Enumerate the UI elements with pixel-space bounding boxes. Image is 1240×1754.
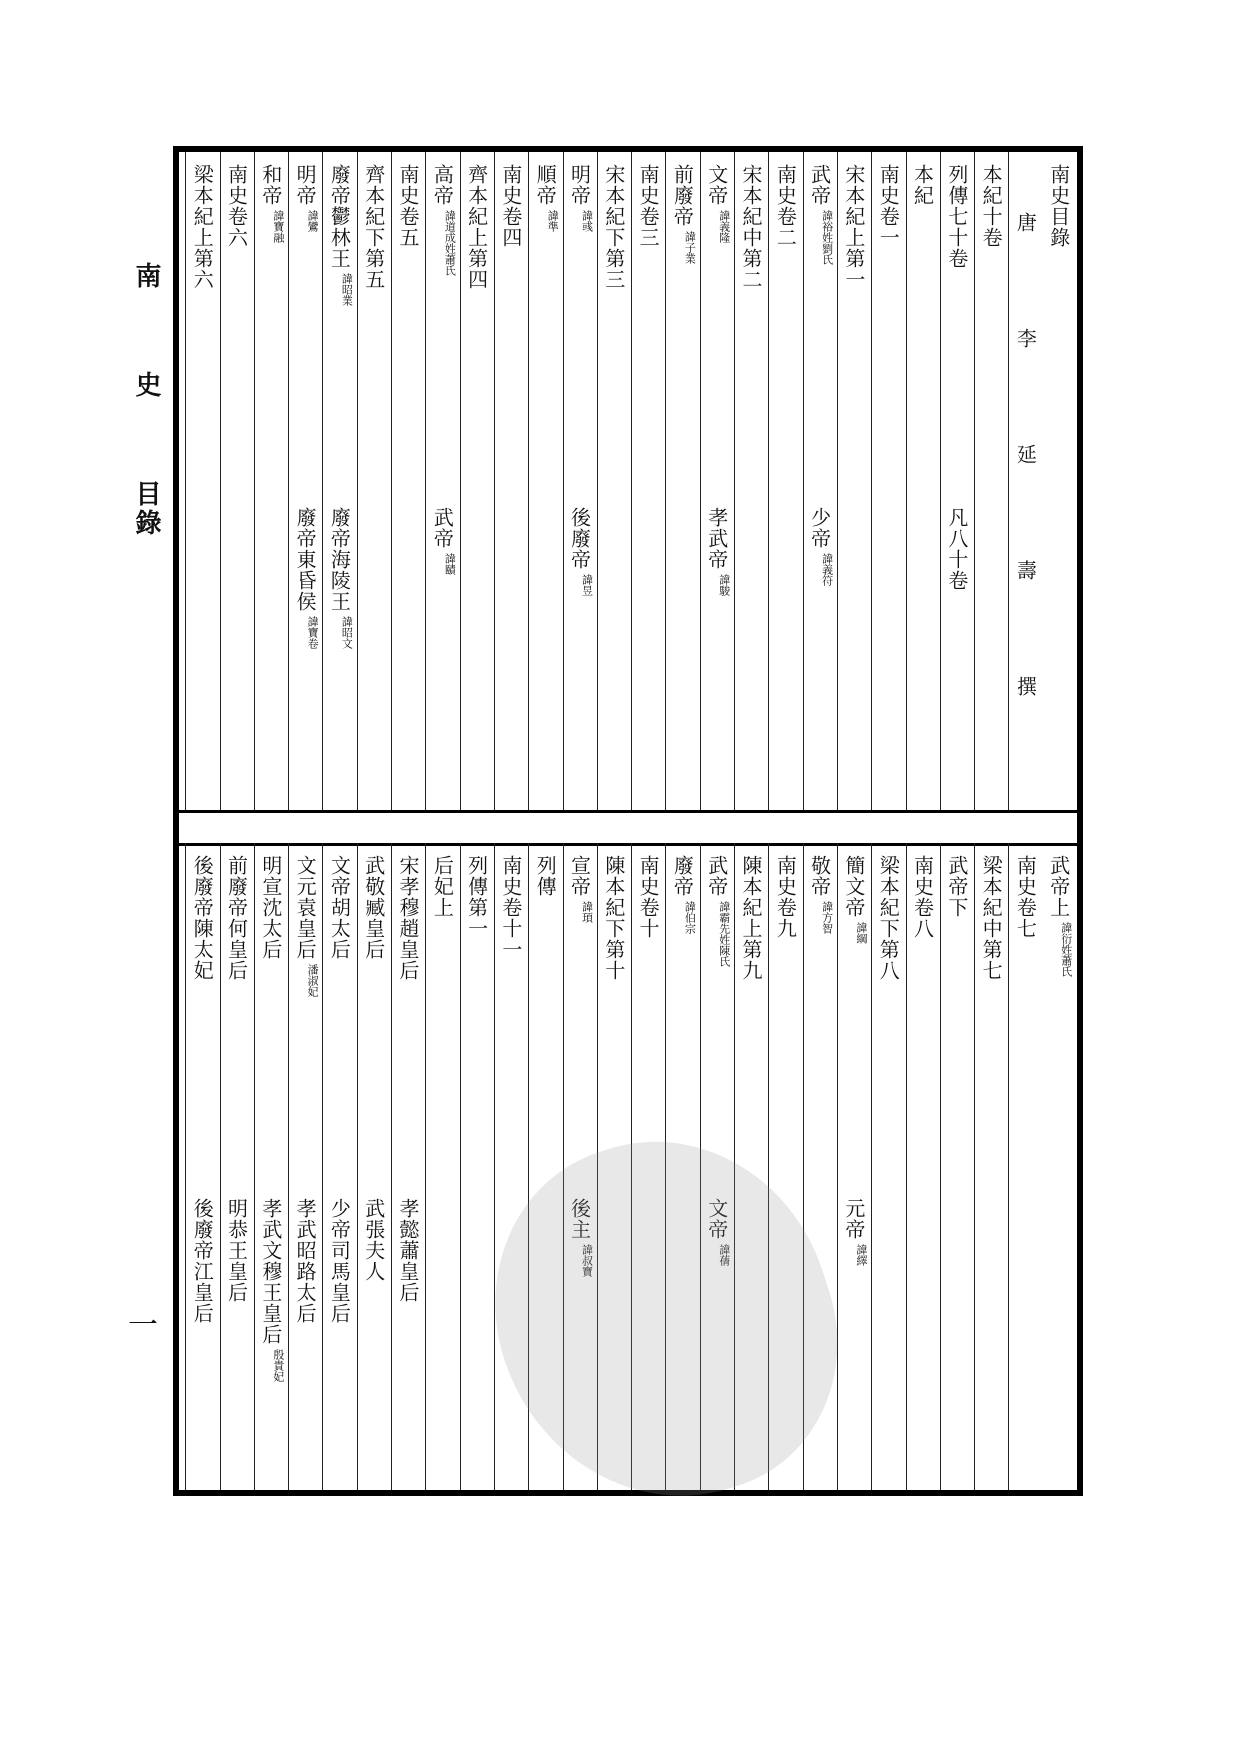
entry-text xyxy=(944,164,970,269)
entry-text xyxy=(841,164,867,290)
toc-column xyxy=(734,152,768,810)
entry-text xyxy=(326,164,352,306)
entry-text xyxy=(567,164,593,232)
entry-title-lower: 明恭王皇后 xyxy=(224,1198,249,1303)
entry-text-lower xyxy=(944,507,970,591)
entry-note-lower: 諱駿 xyxy=(717,574,731,596)
entry-title: 齊本紀上第四 xyxy=(464,164,489,290)
entry-title: 南史卷十一 xyxy=(498,855,523,960)
page-number: 一 xyxy=(128,1308,158,1343)
entry-note: 諱寶融 xyxy=(271,210,285,243)
toc-column xyxy=(837,843,871,1490)
toc-column xyxy=(391,843,425,1490)
entry-title: 廢帝鬱林王 xyxy=(327,164,352,269)
toc-column xyxy=(768,152,802,810)
entry-title: 南史目錄 xyxy=(1046,164,1071,248)
entry-text-lower xyxy=(429,507,455,575)
entry-note-lower: 諱賾 xyxy=(443,553,457,575)
entry-text xyxy=(361,164,387,290)
entry-title-lower: 後主 xyxy=(567,1198,592,1240)
entry-text xyxy=(1046,855,1072,977)
toc-column xyxy=(1043,843,1077,1490)
entry-text xyxy=(532,855,558,897)
entry-title: 唐 李 延 壽 撰 xyxy=(1013,212,1038,734)
toc-column xyxy=(906,152,940,810)
toc-column xyxy=(631,152,665,810)
toc-column xyxy=(1043,152,1077,810)
entry-title: 本紀十卷 xyxy=(979,164,1004,248)
toc-column xyxy=(425,843,459,1490)
entry-text xyxy=(292,164,318,232)
toc-column xyxy=(974,843,1008,1490)
entry-title: 南史卷十 xyxy=(636,855,661,939)
entry-text xyxy=(910,164,936,206)
entry-title: 宋本紀上第一 xyxy=(841,164,866,290)
entry-title: 南史卷七 xyxy=(1013,855,1038,939)
toc-column xyxy=(254,152,288,810)
entry-title: 後廢帝陳太妃 xyxy=(190,855,215,981)
entry-title: 列傳第一 xyxy=(464,855,489,939)
toc-column xyxy=(357,843,391,1490)
entry-text xyxy=(498,164,524,248)
entry-note-lower: 諱蒨 xyxy=(717,1244,731,1266)
entry-title-lower: 少帝 xyxy=(807,507,832,549)
toc-column xyxy=(494,152,528,810)
entry-text xyxy=(910,855,936,939)
entry-title: 明宣沈太后 xyxy=(258,855,283,960)
entry-title: 南史卷九 xyxy=(773,855,798,939)
entry-title: 武帝下 xyxy=(944,855,969,918)
entry-title-lower: 武帝 xyxy=(430,507,455,549)
toc-column xyxy=(563,152,597,810)
entry-title: 簡文帝 xyxy=(841,855,866,918)
entry-text xyxy=(429,855,455,918)
entry-title: 梁本紀上第六 xyxy=(190,164,215,290)
entry-note: 諱霸先姓陳氏 xyxy=(717,901,731,967)
entry-text xyxy=(772,855,798,939)
entry-note: 潘淑妃 xyxy=(306,964,320,997)
entry-title-lower: 後廢帝江皇后 xyxy=(190,1198,215,1324)
entry-text-lower xyxy=(326,507,352,649)
entry-text xyxy=(738,164,764,290)
toc-column xyxy=(288,843,322,1490)
entry-text xyxy=(464,855,490,939)
toc-column xyxy=(974,152,1008,810)
entry-note-lower: 諱繹 xyxy=(854,1244,868,1266)
toc-column xyxy=(700,152,734,810)
entry-text-lower xyxy=(841,1198,867,1266)
toc-column xyxy=(528,152,562,810)
entry-text xyxy=(292,855,318,997)
entry-text-lower xyxy=(189,1198,215,1324)
entry-text-lower xyxy=(807,507,833,586)
entry-note: 諱頊 xyxy=(580,901,594,923)
entry-text xyxy=(841,855,867,944)
entry-title: 前廢帝何皇后 xyxy=(224,855,249,981)
entry-text xyxy=(875,855,901,981)
toc-column xyxy=(871,152,905,810)
entry-text xyxy=(772,164,798,248)
entry-text-lower xyxy=(326,1198,352,1324)
entry-title-lower: 廢帝海陵王 xyxy=(327,507,352,612)
entry-text-lower xyxy=(292,507,318,649)
toc-column xyxy=(220,152,254,810)
toc-column xyxy=(597,152,631,810)
entry-title-lower: 少帝司馬皇后 xyxy=(327,1198,352,1324)
entry-text xyxy=(326,855,352,960)
entry-text xyxy=(395,164,421,248)
toc-column xyxy=(322,152,356,810)
entry-text xyxy=(258,164,284,243)
entry-title: 列傳 xyxy=(533,855,558,897)
entry-text xyxy=(875,164,901,248)
entry-text xyxy=(1012,212,1038,734)
entry-text-lower xyxy=(292,1198,318,1324)
entry-title: 明帝 xyxy=(567,164,592,206)
entry-text-lower xyxy=(395,1198,421,1303)
entry-title: 武帝 xyxy=(704,855,729,897)
entry-title: 明帝 xyxy=(293,164,318,206)
entry-text xyxy=(361,855,387,960)
entry-note: 諱準 xyxy=(546,210,560,232)
entry-title: 列傳七十卷 xyxy=(944,164,969,269)
entry-note: 諱伯宗 xyxy=(683,901,697,934)
toc-column xyxy=(357,152,391,810)
toc-column xyxy=(322,843,356,1490)
toc-column xyxy=(871,843,905,1490)
entry-title: 宋孝穆趙皇后 xyxy=(396,855,421,981)
entry-text xyxy=(429,164,455,276)
entry-text xyxy=(258,855,284,960)
entry-title-lower: 凡八十卷 xyxy=(944,507,969,591)
entry-text xyxy=(224,855,250,981)
entry-note-lower: 諱昭文 xyxy=(340,616,354,649)
entry-text xyxy=(1012,855,1038,939)
entry-note: 諱道成姓蕭氏 xyxy=(443,210,457,276)
toc-column xyxy=(1008,843,1042,1490)
entry-title-lower: 文帝 xyxy=(704,1198,729,1240)
entry-title: 前廢帝 xyxy=(670,164,695,227)
entry-text xyxy=(601,164,627,290)
entry-note: 諱衍姓蕭氏 xyxy=(1059,922,1073,977)
entry-text-lower xyxy=(704,507,730,596)
entry-title: 本紀 xyxy=(910,164,935,206)
entry-title: 宋本紀下第三 xyxy=(601,164,626,290)
entry-text xyxy=(532,164,558,232)
entry-note: 諱鸞 xyxy=(306,210,320,232)
entry-text xyxy=(567,855,593,923)
entry-title: 后妃上 xyxy=(430,855,455,918)
toc-column xyxy=(803,152,837,810)
entry-title: 敬帝 xyxy=(807,855,832,897)
entry-text xyxy=(944,855,970,918)
entry-title: 南史卷五 xyxy=(396,164,421,248)
entry-note: 諱彧 xyxy=(580,210,594,232)
entry-note: 諱綱 xyxy=(854,922,868,944)
entry-title: 武敬臧皇后 xyxy=(361,855,386,960)
entry-title: 宋本紀中第二 xyxy=(739,164,764,290)
toc-column xyxy=(665,152,699,810)
entry-title: 南史卷八 xyxy=(910,855,935,939)
entry-note-lower: 諱昱 xyxy=(580,574,594,596)
entry-text xyxy=(601,855,627,981)
entry-note-lower: 諱叔寶 xyxy=(580,1244,594,1277)
entry-text xyxy=(978,164,1004,248)
entry-title: 梁本紀中第七 xyxy=(979,855,1004,981)
entry-title: 南史卷六 xyxy=(224,164,249,248)
entry-title: 齊本紀下第五 xyxy=(361,164,386,290)
entry-note: 諱子業 xyxy=(683,231,697,264)
entry-title-lower: 孝武昭路太后 xyxy=(293,1198,318,1324)
toc-column xyxy=(288,152,322,810)
entry-note-lower: 諱義符 xyxy=(820,553,834,586)
entry-text xyxy=(635,855,661,939)
toc-column xyxy=(254,843,288,1490)
entry-text-lower xyxy=(361,1198,387,1282)
entry-text xyxy=(189,164,215,290)
entry-text-lower xyxy=(567,507,593,596)
entry-title: 順帝 xyxy=(533,164,558,206)
entry-text xyxy=(224,164,250,248)
toc-column xyxy=(837,152,871,810)
entry-text xyxy=(669,164,695,264)
toc-column xyxy=(391,152,425,810)
entry-text xyxy=(738,855,764,981)
entry-title: 陳本紀上第九 xyxy=(739,855,764,981)
entry-title: 廢帝 xyxy=(670,855,695,897)
toc-column xyxy=(1008,152,1042,810)
entry-title: 南史卷一 xyxy=(876,164,901,248)
toc-column xyxy=(460,843,494,1490)
entry-text xyxy=(1046,164,1072,248)
entry-title: 梁本紀下第八 xyxy=(876,855,901,981)
entry-text xyxy=(807,855,833,934)
entry-title: 和帝 xyxy=(258,164,283,206)
entry-title: 高帝 xyxy=(430,164,455,206)
entry-text xyxy=(189,855,215,981)
entry-title-lower: 後廢帝 xyxy=(567,507,592,570)
entry-note-lower: 諱寶卷 xyxy=(306,616,320,649)
entry-text xyxy=(807,164,833,265)
entry-text xyxy=(464,164,490,290)
entry-text xyxy=(669,855,695,934)
toc-column xyxy=(460,152,494,810)
entry-title: 文帝 xyxy=(704,164,729,206)
entry-title: 武帝 xyxy=(807,164,832,206)
entry-title-lower: 廢帝東昏侯 xyxy=(293,507,318,612)
middle-divider xyxy=(179,810,1077,846)
entry-title-lower: 孝武文穆王皇后 xyxy=(258,1198,283,1345)
entry-text xyxy=(498,855,524,960)
top-register xyxy=(179,152,1077,810)
toc-column xyxy=(185,843,219,1490)
toc-column xyxy=(906,843,940,1490)
margin-title: 南史目錄 xyxy=(131,262,161,538)
toc-column xyxy=(185,152,219,810)
entry-title: 陳本紀下第十 xyxy=(601,855,626,981)
entry-note: 諱方智 xyxy=(820,901,834,934)
entry-title-lower: 武張夫人 xyxy=(361,1198,386,1282)
entry-note: 諱裕姓劉氏 xyxy=(820,210,834,265)
entry-text-lower xyxy=(258,1198,284,1382)
entry-text xyxy=(704,855,730,967)
entry-text xyxy=(704,164,730,243)
entry-text xyxy=(395,855,421,981)
toc-column xyxy=(940,152,974,810)
entry-note: 諱昭業 xyxy=(340,273,354,306)
toc-column xyxy=(425,152,459,810)
entry-title: 文帝胡太后 xyxy=(327,855,352,960)
entry-title: 武帝上 xyxy=(1046,855,1071,918)
entry-note: 諱義隆 xyxy=(717,210,731,243)
entry-title: 南史卷三 xyxy=(636,164,661,248)
toc-column xyxy=(940,843,974,1490)
entry-text xyxy=(978,855,1004,981)
entry-title: 文元袁皇后 xyxy=(293,855,318,960)
entry-note-lower: 殷貴妃 xyxy=(271,1349,285,1382)
entry-text xyxy=(635,164,661,248)
entry-text-lower xyxy=(224,1198,250,1303)
entry-title: 宣帝 xyxy=(567,855,592,897)
entry-title-lower: 孝懿蕭皇后 xyxy=(396,1198,421,1303)
entry-title: 南史卷二 xyxy=(773,164,798,248)
entry-title: 南史卷四 xyxy=(498,164,523,248)
toc-column xyxy=(220,843,254,1490)
entry-title-lower: 孝武帝 xyxy=(704,507,729,570)
entry-title-lower: 元帝 xyxy=(841,1198,866,1240)
